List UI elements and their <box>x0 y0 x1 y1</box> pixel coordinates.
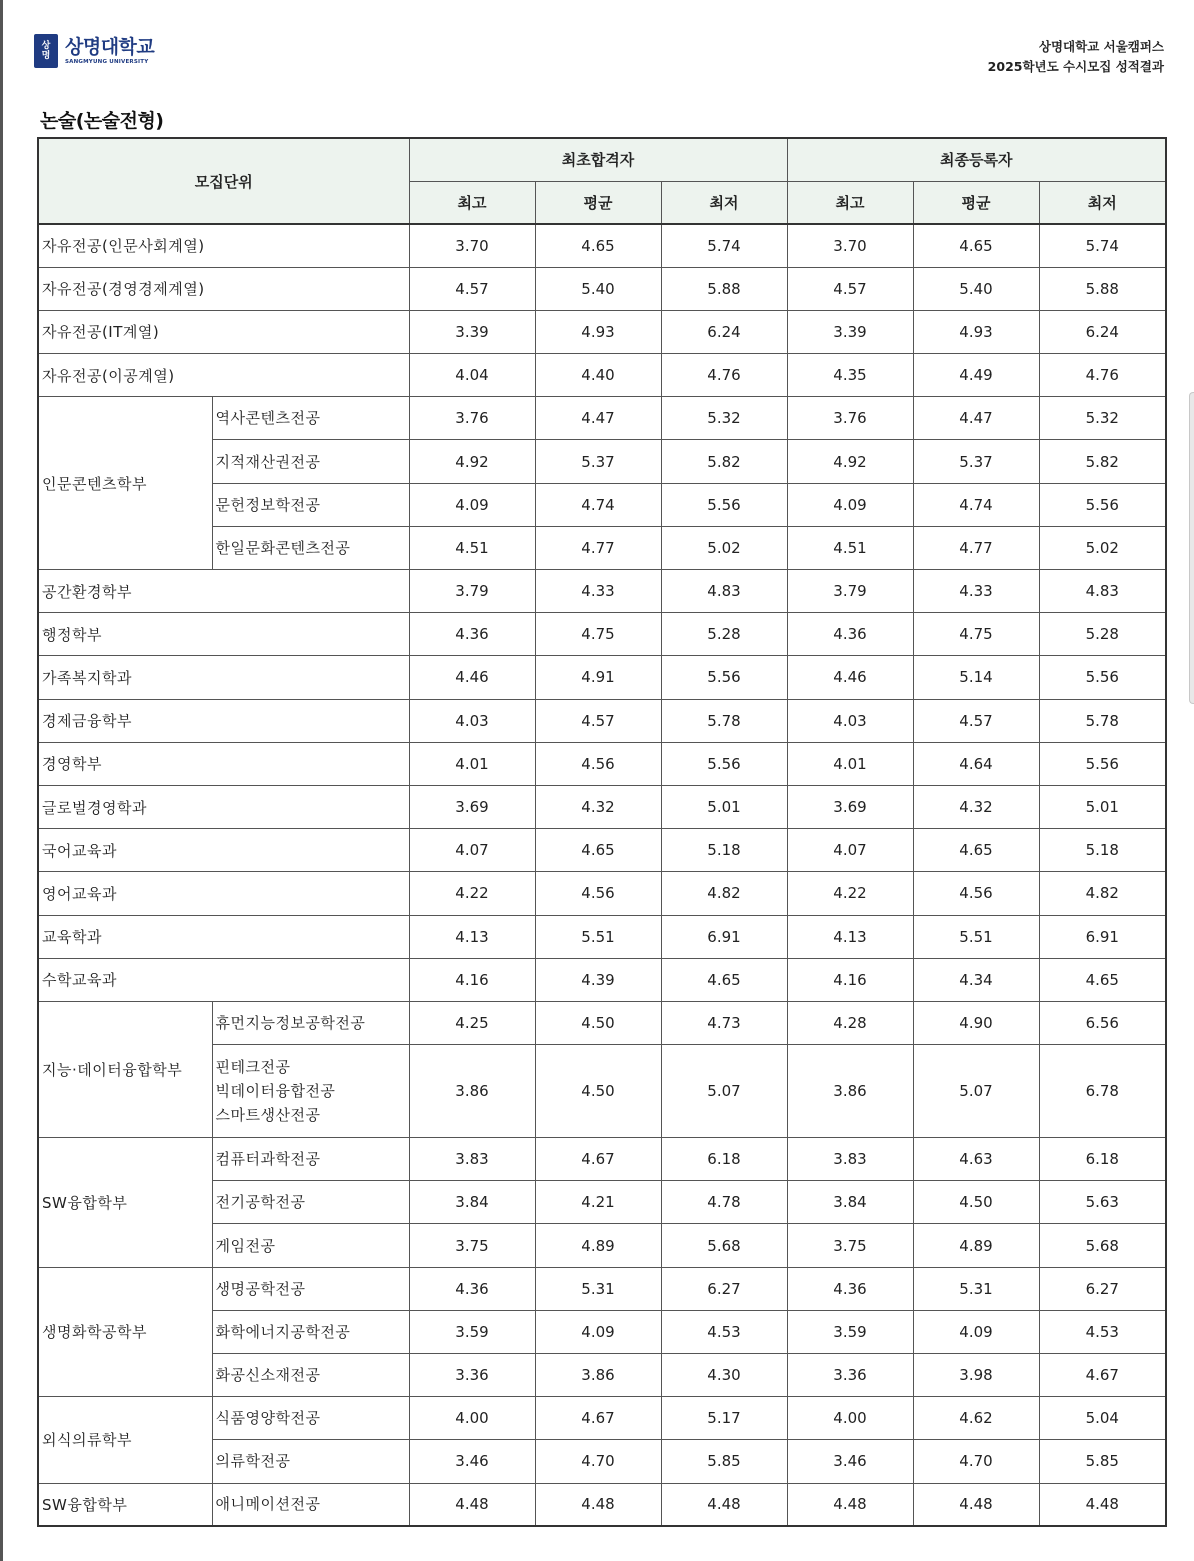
score-cell: 5.56 <box>661 656 787 699</box>
dept-name: 자유전공(이공계열) <box>38 354 409 397</box>
logo-emblem-icon <box>34 34 58 68</box>
score-cell: 5.07 <box>661 1045 787 1138</box>
score-cell: 4.07 <box>787 829 913 872</box>
score-cell: 6.91 <box>661 915 787 958</box>
score-cell: 5.82 <box>1039 440 1166 483</box>
score-cell: 4.09 <box>913 1310 1039 1353</box>
table-row <box>38 397 1166 440</box>
score-cell: 5.74 <box>1039 224 1166 267</box>
score-cell: 4.09 <box>409 483 535 526</box>
score-cell: 4.65 <box>1039 958 1166 1001</box>
score-cell: 4.77 <box>913 526 1039 569</box>
score-cell: 4.00 <box>787 1397 913 1440</box>
table-row <box>38 354 1166 397</box>
score-cell: 4.78 <box>661 1181 787 1224</box>
score-cell: 4.28 <box>787 1001 913 1044</box>
score-cell: 4.74 <box>913 483 1039 526</box>
major-name-line: 스마트생산전공 <box>215 1106 321 1125</box>
header-sub: 최고 <box>409 181 535 224</box>
table-row <box>38 1397 1166 1440</box>
score-cell: 5.40 <box>535 267 661 310</box>
score-cell: 4.48 <box>1039 1483 1166 1526</box>
score-cell: 5.17 <box>661 1397 787 1440</box>
score-cell: 4.33 <box>913 570 1039 613</box>
header-initial-admits: 최초합격자 <box>409 138 787 181</box>
score-cell: 4.09 <box>787 483 913 526</box>
score-cell: 4.93 <box>913 310 1039 353</box>
score-cell: 3.83 <box>409 1138 535 1181</box>
score-cell: 5.56 <box>661 483 787 526</box>
score-cell: 3.76 <box>787 397 913 440</box>
score-cell: 3.83 <box>787 1138 913 1181</box>
score-cell: 4.75 <box>913 613 1039 656</box>
major-name: 문헌정보학전공 <box>212 483 409 526</box>
table-row <box>38 1483 1166 1526</box>
score-cell: 4.47 <box>913 397 1039 440</box>
major-name <box>212 1045 409 1138</box>
score-cell: 4.53 <box>661 1310 787 1353</box>
score-cell: 6.18 <box>661 1138 787 1181</box>
score-cell: 4.77 <box>535 526 661 569</box>
major-name-line: 핀테크전공 <box>215 1058 291 1077</box>
score-cell: 5.56 <box>1039 656 1166 699</box>
score-cell: 5.68 <box>661 1224 787 1267</box>
score-cell: 3.79 <box>409 570 535 613</box>
score-cell: 3.39 <box>409 310 535 353</box>
score-cell: 4.40 <box>535 354 661 397</box>
table-row <box>38 570 1166 613</box>
score-cell: 4.64 <box>913 742 1039 785</box>
major-name: 지적재산권전공 <box>212 440 409 483</box>
scrollbar-handle[interactable] <box>1189 392 1194 704</box>
campus-label: 상명대학교 서울캠퍼스 <box>1038 39 1164 54</box>
score-cell: 4.63 <box>913 1138 1039 1181</box>
table-row <box>38 656 1166 699</box>
score-cell: 4.65 <box>913 829 1039 872</box>
score-cell: 6.27 <box>1039 1267 1166 1310</box>
score-cell: 4.50 <box>913 1181 1039 1224</box>
score-cell: 5.51 <box>535 915 661 958</box>
table-row <box>38 613 1166 656</box>
major-name: 화학에너지공학전공 <box>212 1310 409 1353</box>
score-cell: 4.32 <box>535 785 661 828</box>
score-cell: 4.67 <box>535 1397 661 1440</box>
score-cell: 5.82 <box>661 440 787 483</box>
table-row <box>38 310 1166 353</box>
logo-mark-char: 상 <box>41 41 51 51</box>
score-cell: 4.13 <box>787 915 913 958</box>
score-cell: 4.25 <box>409 1001 535 1044</box>
score-cell: 4.56 <box>535 872 661 915</box>
score-cell: 3.86 <box>409 1045 535 1138</box>
dept-name: 경영학부 <box>38 742 409 785</box>
score-cell: 4.70 <box>535 1440 661 1483</box>
score-cell: 4.73 <box>661 1001 787 1044</box>
score-cell: 4.67 <box>535 1138 661 1181</box>
table-row <box>38 1267 1166 1310</box>
score-cell: 4.62 <box>913 1397 1039 1440</box>
header-sub: 최저 <box>1039 181 1166 224</box>
dept-name: 자유전공(경영경제계열) <box>38 267 409 310</box>
dept-name: 생명화학공학부 <box>38 1267 212 1397</box>
dept-name: 행정학부 <box>38 613 409 656</box>
score-cell: 4.03 <box>409 699 535 742</box>
score-cell: 5.78 <box>661 699 787 742</box>
score-cell: 5.31 <box>535 1267 661 1310</box>
score-cell: 4.22 <box>409 872 535 915</box>
score-cell: 3.46 <box>787 1440 913 1483</box>
score-cell: 3.69 <box>787 785 913 828</box>
score-cell: 3.98 <box>913 1354 1039 1397</box>
score-cell: 4.57 <box>409 267 535 310</box>
table-row <box>38 1138 1166 1181</box>
score-cell: 4.34 <box>913 958 1039 1001</box>
score-cell: 4.46 <box>409 656 535 699</box>
table-row <box>38 958 1166 1001</box>
major-name: 컴퓨터과학전공 <box>212 1138 409 1181</box>
score-cell: 4.50 <box>535 1045 661 1138</box>
score-cell: 5.63 <box>1039 1181 1166 1224</box>
header-sub: 평균 <box>535 181 661 224</box>
dept-name: SW융합학부 <box>38 1138 212 1268</box>
dept-name: 인문콘텐츠학부 <box>38 397 212 570</box>
score-cell: 5.04 <box>1039 1397 1166 1440</box>
score-cell: 4.53 <box>1039 1310 1166 1353</box>
score-cell: 5.40 <box>913 267 1039 310</box>
score-cell: 4.92 <box>787 440 913 483</box>
score-cell: 5.37 <box>913 440 1039 483</box>
score-cell: 4.48 <box>787 1483 913 1526</box>
score-cell: 5.31 <box>913 1267 1039 1310</box>
score-cell: 4.16 <box>409 958 535 1001</box>
score-cell: 5.01 <box>661 785 787 828</box>
score-cell: 3.70 <box>787 224 913 267</box>
university-logo <box>34 34 154 68</box>
score-cell: 5.85 <box>661 1440 787 1483</box>
score-cell: 3.36 <box>409 1354 535 1397</box>
dept-name: 자유전공(인문사회계열) <box>38 224 409 267</box>
score-cell: 6.24 <box>1039 310 1166 353</box>
table-row <box>38 699 1166 742</box>
score-cell: 5.56 <box>661 742 787 785</box>
score-cell: 4.50 <box>535 1001 661 1044</box>
score-cell: 6.91 <box>1039 915 1166 958</box>
score-cell: 3.86 <box>787 1045 913 1138</box>
dept-name: 외식의류학부 <box>38 1397 212 1483</box>
score-cell: 4.76 <box>661 354 787 397</box>
score-cell: 4.89 <box>535 1224 661 1267</box>
score-cell: 5.28 <box>661 613 787 656</box>
score-cell: 3.75 <box>787 1224 913 1267</box>
score-cell: 3.69 <box>409 785 535 828</box>
score-cell: 4.32 <box>913 785 1039 828</box>
score-cell: 3.59 <box>409 1310 535 1353</box>
table-row <box>38 742 1166 785</box>
score-cell: 5.18 <box>1039 829 1166 872</box>
score-cell: 3.59 <box>787 1310 913 1353</box>
score-cell: 5.01 <box>1039 785 1166 828</box>
score-cell: 4.00 <box>409 1397 535 1440</box>
score-cell: 4.56 <box>535 742 661 785</box>
score-cell: 5.07 <box>913 1045 1039 1138</box>
score-cell: 5.78 <box>1039 699 1166 742</box>
score-cell: 6.18 <box>1039 1138 1166 1181</box>
score-cell: 4.48 <box>409 1483 535 1526</box>
score-cell: 4.65 <box>535 829 661 872</box>
score-cell: 4.76 <box>1039 354 1166 397</box>
score-cell: 4.36 <box>787 1267 913 1310</box>
score-cell: 4.48 <box>661 1483 787 1526</box>
score-cell: 4.01 <box>787 742 913 785</box>
score-cell: 4.36 <box>787 613 913 656</box>
score-cell: 3.79 <box>787 570 913 613</box>
major-name: 전기공학전공 <box>212 1181 409 1224</box>
major-name: 화공신소재전공 <box>212 1354 409 1397</box>
score-cell: 4.22 <box>787 872 913 915</box>
score-cell: 4.65 <box>661 958 787 1001</box>
score-cell: 4.74 <box>535 483 661 526</box>
dept-name: 가족복지학과 <box>38 656 409 699</box>
header-unit: 모집단위 <box>38 138 409 224</box>
score-cell: 4.16 <box>787 958 913 1001</box>
table-row <box>38 915 1166 958</box>
score-cell: 5.74 <box>661 224 787 267</box>
header-final-registrants: 최종등록자 <box>787 138 1166 181</box>
score-cell: 4.39 <box>535 958 661 1001</box>
score-cell: 4.57 <box>913 699 1039 742</box>
table-row <box>38 829 1166 872</box>
dept-name: 지능·데이터융합학부 <box>38 1001 212 1137</box>
score-cell: 4.07 <box>409 829 535 872</box>
score-cell: 3.39 <box>787 310 913 353</box>
score-cell: 5.28 <box>1039 613 1166 656</box>
score-cell: 3.84 <box>787 1181 913 1224</box>
dept-name: SW융합학부 <box>38 1483 212 1526</box>
score-cell: 5.18 <box>661 829 787 872</box>
major-name-line: 빅데이터융합전공 <box>215 1082 336 1101</box>
score-cell: 4.57 <box>787 267 913 310</box>
score-cell: 4.83 <box>661 570 787 613</box>
score-cell: 4.47 <box>535 397 661 440</box>
score-cell: 4.91 <box>535 656 661 699</box>
score-cell: 4.21 <box>535 1181 661 1224</box>
score-cell: 4.36 <box>409 613 535 656</box>
score-cell: 4.67 <box>1039 1354 1166 1397</box>
major-name: 한일문화콘텐츠전공 <box>212 526 409 569</box>
score-cell: 5.56 <box>1039 742 1166 785</box>
results-table-body <box>38 224 1166 1526</box>
score-cell: 5.88 <box>661 267 787 310</box>
dept-name: 경제금융학부 <box>38 699 409 742</box>
major-name: 휴먼지능정보공학전공 <box>212 1001 409 1044</box>
header-sub: 최고 <box>787 181 913 224</box>
score-cell: 6.78 <box>1039 1045 1166 1138</box>
table-row <box>38 1001 1166 1044</box>
score-cell: 4.65 <box>913 224 1039 267</box>
score-cell: 4.82 <box>661 872 787 915</box>
score-cell: 4.36 <box>409 1267 535 1310</box>
page-header <box>34 34 1164 84</box>
score-cell: 4.46 <box>787 656 913 699</box>
score-cell: 3.36 <box>787 1354 913 1397</box>
major-name: 의류학전공 <box>212 1440 409 1483</box>
score-cell: 4.57 <box>535 699 661 742</box>
score-cell: 3.46 <box>409 1440 535 1483</box>
document-info <box>988 37 1164 77</box>
score-cell: 3.70 <box>409 224 535 267</box>
score-cell: 5.56 <box>1039 483 1166 526</box>
major-name: 식품영양학전공 <box>212 1397 409 1440</box>
score-cell: 4.09 <box>535 1310 661 1353</box>
score-cell: 5.85 <box>1039 1440 1166 1483</box>
score-cell: 4.30 <box>661 1354 787 1397</box>
table-row <box>38 224 1166 267</box>
score-cell: 4.70 <box>913 1440 1039 1483</box>
dept-name: 교육학과 <box>38 915 409 958</box>
header-sub: 평균 <box>913 181 1039 224</box>
score-cell: 4.51 <box>787 526 913 569</box>
score-cell: 5.37 <box>535 440 661 483</box>
score-cell: 4.56 <box>913 872 1039 915</box>
score-cell: 4.82 <box>1039 872 1166 915</box>
major-name: 생명공학전공 <box>212 1267 409 1310</box>
score-cell: 4.90 <box>913 1001 1039 1044</box>
score-cell: 5.68 <box>1039 1224 1166 1267</box>
score-cell: 6.24 <box>661 310 787 353</box>
table-row <box>38 785 1166 828</box>
score-cell: 4.03 <box>787 699 913 742</box>
score-cell: 4.92 <box>409 440 535 483</box>
dept-name: 자유전공(IT계열) <box>38 310 409 353</box>
score-cell: 4.65 <box>535 224 661 267</box>
score-cell: 6.56 <box>1039 1001 1166 1044</box>
score-cell: 3.86 <box>535 1354 661 1397</box>
logo-mark-char: 명 <box>41 51 51 61</box>
score-cell: 6.27 <box>661 1267 787 1310</box>
major-name: 게임전공 <box>212 1224 409 1267</box>
major-name: 애니메이션전공 <box>212 1483 409 1526</box>
score-cell: 3.84 <box>409 1181 535 1224</box>
dept-name: 영어교육과 <box>38 872 409 915</box>
score-cell: 5.02 <box>1039 526 1166 569</box>
score-cell: 4.13 <box>409 915 535 958</box>
dept-name: 국어교육과 <box>38 829 409 872</box>
score-cell: 5.88 <box>1039 267 1166 310</box>
score-cell: 4.83 <box>1039 570 1166 613</box>
score-cell: 4.33 <box>535 570 661 613</box>
results-table <box>37 137 1167 1527</box>
document-subtitle: 2025학년도 수시모집 성적결과 <box>987 59 1164 74</box>
logo-english-name: SANGMYUNG UNIVERSITY <box>65 59 149 65</box>
score-cell: 4.89 <box>913 1224 1039 1267</box>
score-cell: 4.49 <box>913 354 1039 397</box>
score-cell: 4.51 <box>409 526 535 569</box>
score-cell: 4.35 <box>787 354 913 397</box>
score-cell: 4.93 <box>535 310 661 353</box>
score-cell: 4.48 <box>913 1483 1039 1526</box>
score-cell: 4.75 <box>535 613 661 656</box>
score-cell: 5.51 <box>913 915 1039 958</box>
dept-name: 공간환경학부 <box>38 570 409 613</box>
score-cell: 5.14 <box>913 656 1039 699</box>
score-cell: 3.76 <box>409 397 535 440</box>
header-sub: 최저 <box>661 181 787 224</box>
score-cell: 4.48 <box>535 1483 661 1526</box>
table-row <box>38 267 1166 310</box>
logo-korean-name: 상명대학교 <box>65 36 155 58</box>
dept-name: 글로벌경영학과 <box>38 785 409 828</box>
section-title: 논술(논술전형) <box>40 110 164 132</box>
score-cell: 5.32 <box>661 397 787 440</box>
score-cell: 5.32 <box>1039 397 1166 440</box>
dept-name: 수학교육과 <box>38 958 409 1001</box>
score-cell: 4.01 <box>409 742 535 785</box>
score-cell: 4.04 <box>409 354 535 397</box>
major-name: 역사콘텐츠전공 <box>212 397 409 440</box>
table-row <box>38 872 1166 915</box>
score-cell: 3.75 <box>409 1224 535 1267</box>
score-cell: 5.02 <box>661 526 787 569</box>
